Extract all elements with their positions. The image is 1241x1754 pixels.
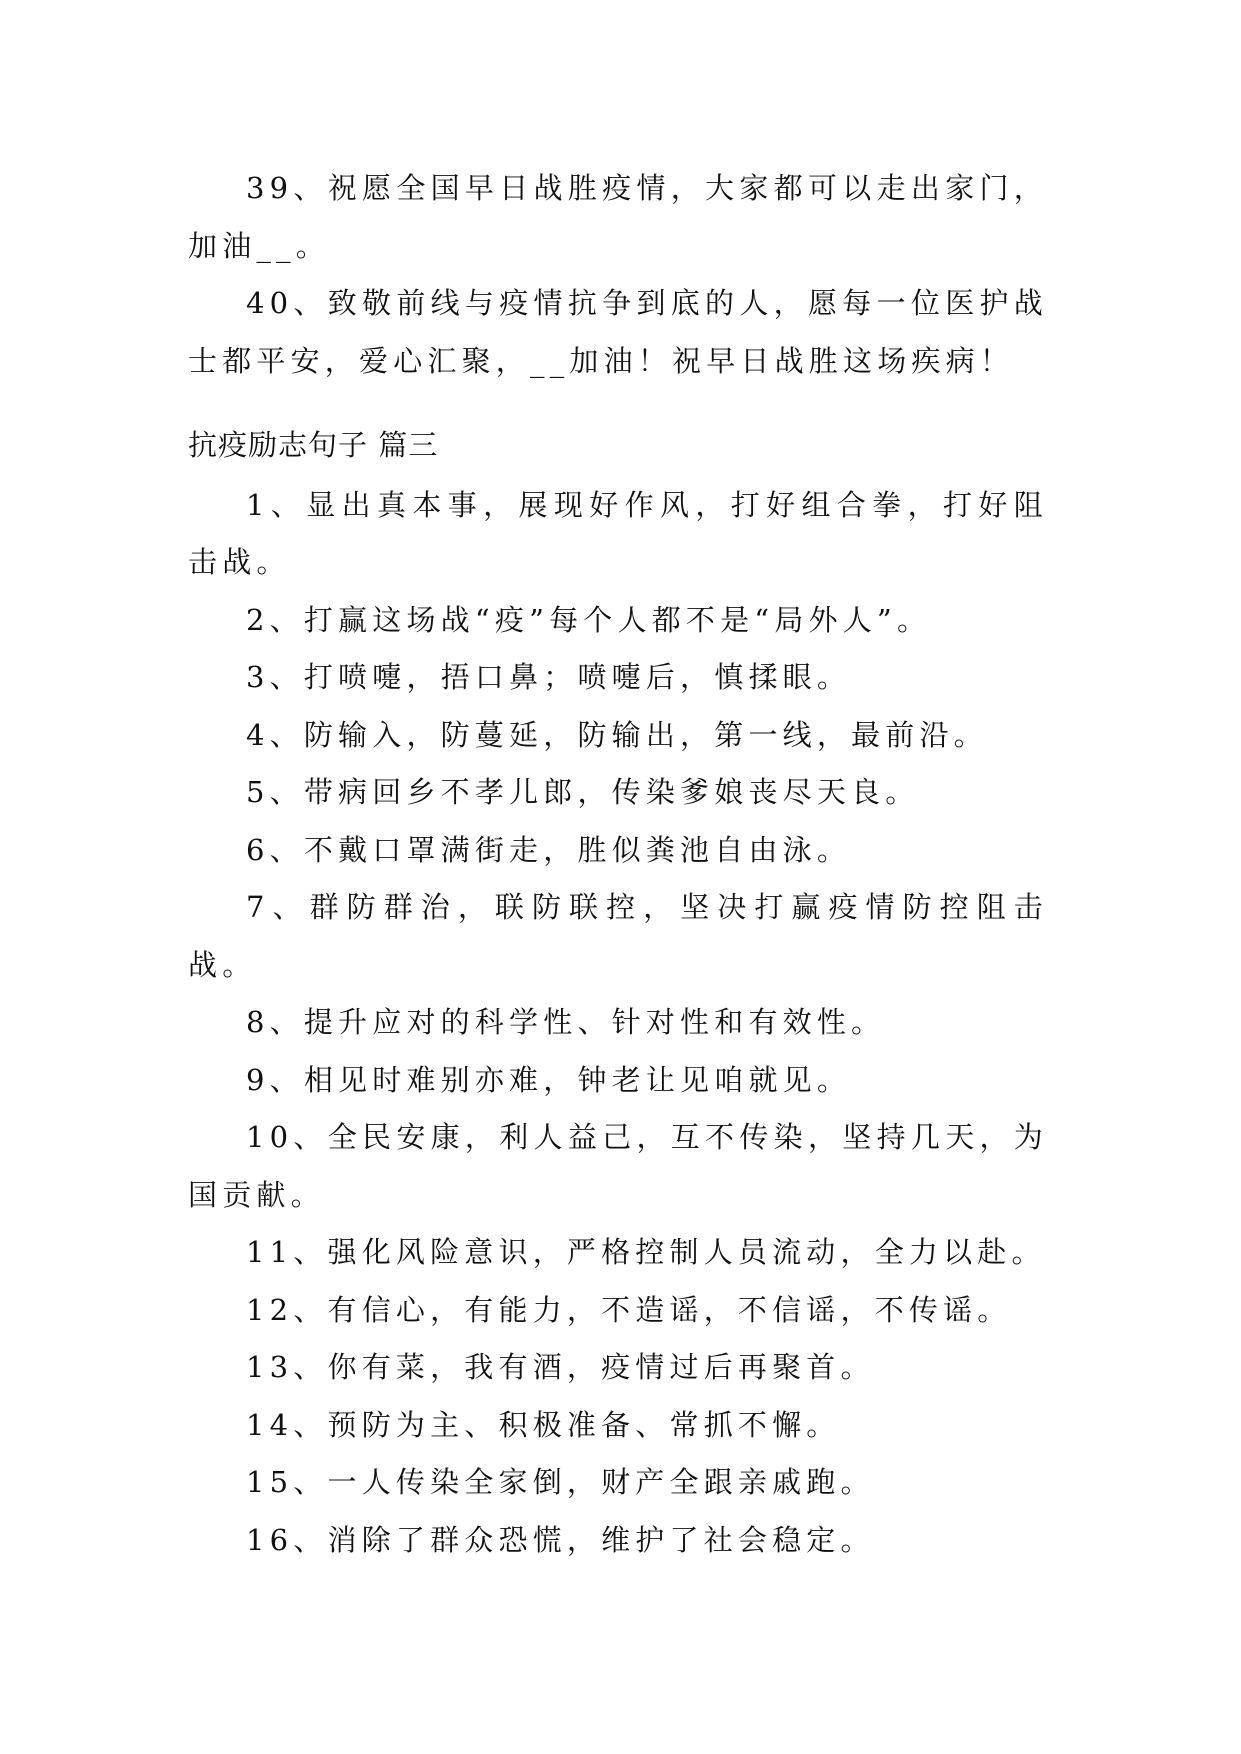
list-item: 5、带病回乡不孝儿郎，传染爹娘丧尽天良。 xyxy=(246,775,920,809)
list-item: 6、不戴口罩满街走，胜似粪池自由泳。 xyxy=(246,832,852,867)
list-item: 12、有信心，有能力，不造谣，不信谣，不传谣。 xyxy=(246,1292,1012,1327)
list-item: 1、显出真本事，展现好作风，打好组合拳，打好阻击战。 xyxy=(188,487,1048,579)
section-heading: 抗疫励志句子 篇三 xyxy=(188,428,439,462)
list-item: 11、强化风险意识，严格控制人员流动，全力以赴。 xyxy=(246,1235,1046,1269)
list-item: 14、预防为主、积极准备、常抓不懈。 xyxy=(246,1407,841,1442)
paragraph-40: 40、致敬前线与疫情抗争到底的人，愿每一位医护战士都平安，爱心汇聚，__加油！祝早日战胜这场疾病！ xyxy=(188,286,1048,378)
document-body xyxy=(188,160,1048,1569)
list-item: 2、打赢这场战“疫”每个人都不是“局外人”。 xyxy=(246,602,932,637)
list-item: 7、群防群治，联防联控，坚决打赢疫情防控阻击战。 xyxy=(188,890,1048,982)
list-item: 13、你有菜，我有酒，疫情过后再聚首。 xyxy=(246,1350,875,1384)
list-item: 15、一人传染全家倒，财产全跟亲戚跑。 xyxy=(246,1465,875,1499)
list-item: 16、消除了群众恐慌，维护了社会稳定。 xyxy=(246,1522,875,1557)
paragraph-39: 39、祝愿全国早日战胜疫情，大家都可以走出家门，加油__。 xyxy=(188,171,1048,263)
list-item: 4、防输入，防蔓延，防输出，第一线，最前沿。 xyxy=(246,717,988,752)
list-item: 9、相见时难别亦难，钟老让见咱就见。 xyxy=(246,1062,852,1097)
list-item: 10、全民安康，利人益己，互不传染，坚持几天，为国贡献。 xyxy=(188,1120,1048,1212)
list-item: 3、打喷嚏，捂口鼻；喷嚏后，慎揉眼。 xyxy=(246,660,852,694)
list-item: 8、提升应对的科学性、针对性和有效性。 xyxy=(246,1005,886,1039)
